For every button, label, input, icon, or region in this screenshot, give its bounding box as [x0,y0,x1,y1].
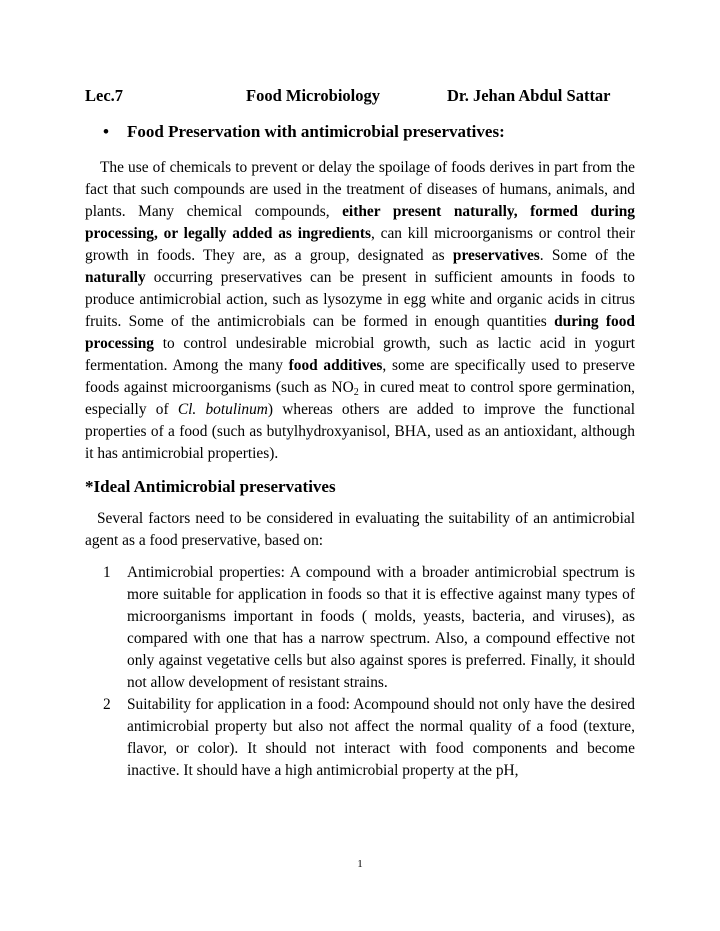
factors-list [85,562,635,782]
page-header [85,86,645,108]
list-number: 2 [103,696,111,713]
text-run: occurring preservatives can be present in sufficient amounts in foods to produce antimicrobial action, such as lysozyme in egg white and organic acids in citrus fruits. Some of the antimicrobials can be formed in enough quantities [85,269,635,330]
course-title: Food Microbiology [246,86,380,105]
text-run: The use of chemicals to prevent or delay the spoilage of foods derives in part from the fact that such compounds are used in the treatment of diseases of humans, animals, and plants. Many chemical compounds, [85,159,635,220]
list-item-text: Antimicrobial properties: A compound with a broader antimicrobial spectrum is more suitable for application in foods so that it is effective against many types of microorganisms important in foods ( molds, yeasts, bacteria, and viruses), as compared with one that has a narrow spectrum. Also, a compound effective not only against vegetative cells but also against spores is preferred. Finally, it should not allow development of resistant strains. [127,564,635,691]
section-heading [103,122,505,142]
subscript: 2 [353,387,359,398]
text-run: in cured meat to control spore germination, especially of [85,379,635,418]
section-title: Food Preservation with antimicrobial preservatives: [127,122,505,141]
bold-text: naturally [85,269,146,286]
bold-text: preservatives [452,247,540,264]
list-item [85,694,635,782]
subheading: *Ideal Antimicrobial preservatives [85,477,336,496]
lecture-number: Lec.7 [85,86,124,105]
text-run: , can kill microorganisms or control their growth in foods. They are, as a group, designated as [85,225,635,264]
text-run: to control undesirable microbial growth, such as lactic acid in yogurt fermentation. Among the many [85,335,635,374]
list-number: 1 [103,564,111,581]
author-name: Dr. Jehan Abdul Sattar [447,86,611,105]
text-run: , some are specifically used to preserve foods against microorganisms (such as NO [85,357,636,396]
bullet-icon: • [103,122,109,141]
text-run: ) whereas others are added to improve the functional properties of a food (such as butylhydroxyanisol, BHA, used as an antioxidant, although it has antimicrobial properties). [85,401,635,462]
intro-paragraph [85,157,635,465]
bold-text: food additives [288,357,383,374]
factors-intro: Several factors need to be considered in evaluating the suitability of an antimicrobial agent as a food preservative, based on: [85,510,635,549]
list-item-text: Suitability for application in a food: Acompound should not only have the desired antimicrobial property but also not affect the normal quality of a food (texture, flavor, or color). It should not interact with food components and become inactive. It should have a high antimicrobial property at the pH, [127,696,635,779]
bold-text: during food processing [85,313,635,352]
text-run: . Some of the [539,247,635,264]
page-number: 1 [357,858,363,870]
italic-text: Cl. botulinum [177,401,268,418]
bold-text: either present naturally, formed during processing, or legally added as ingredients [85,203,635,242]
list-item [85,562,635,694]
